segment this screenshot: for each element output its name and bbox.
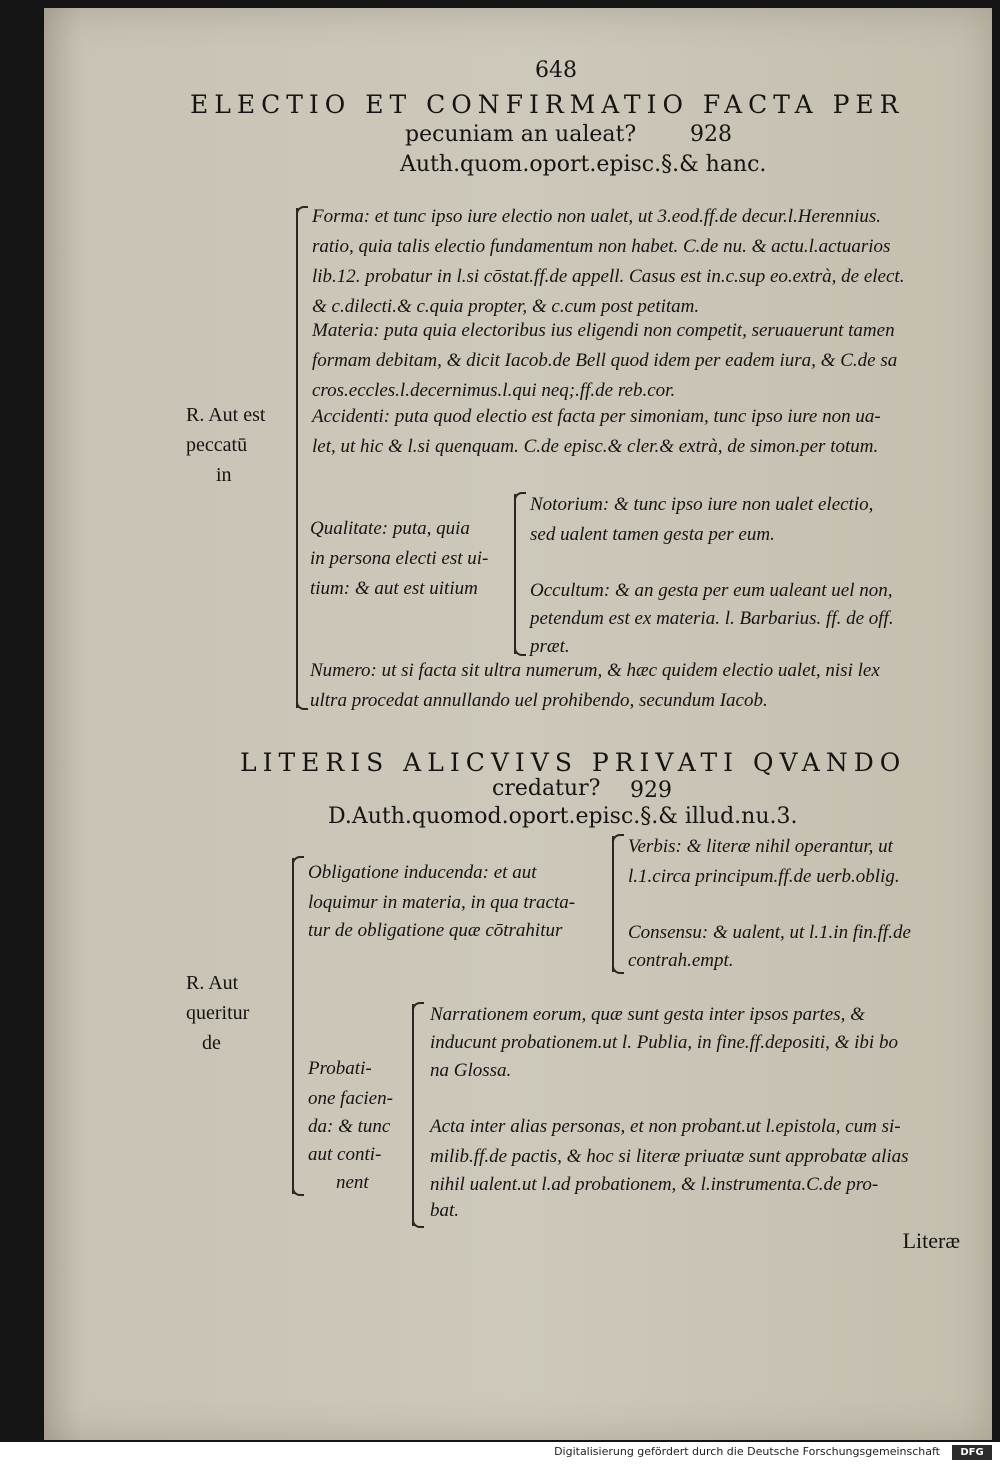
notorium-line-2: sed ualent tamen gesta per eum. bbox=[530, 524, 775, 545]
narrationem-line-1: Narrationem eorum, quæ sunt gesta inter ipsos partes, & bbox=[430, 1004, 865, 1025]
verbis-line-2: l.1.circa principum.ff.de uerb.oblig. bbox=[628, 866, 900, 887]
probatione-line-3: da: & tunc bbox=[308, 1116, 391, 1137]
acta-line-3: nihil ualent.ut l.ad probationem, & l.instrumenta.C.de pro- bbox=[430, 1174, 879, 1195]
accidenti-line-1: Accidenti: puta quod electio est facta per simoniam, tunc ipso iure non ua- bbox=[312, 406, 881, 427]
obligatione-line-3: tur de obligatione quæ cōtrahitur bbox=[308, 920, 563, 941]
forma-line-1: Forma: et tunc ipso iure electio non ualet, ut 3.eod.ff.de decur.l.Herennius. bbox=[312, 206, 882, 227]
occultum-line-2: petendum est ex materia. l. Barbarius. ff. de off. bbox=[530, 608, 894, 629]
narrationem-line-3: na Glossa. bbox=[430, 1060, 512, 1081]
acta-line-4: bat. bbox=[430, 1200, 460, 1221]
consensu-line-1: Consensu: & ualent, ut l.1.in fin.ff.de bbox=[628, 922, 911, 943]
section2-reference: D.Auth.quomod.oport.episc.§.& illud.nu.3. bbox=[328, 804, 798, 829]
catchword: Literæ bbox=[902, 1228, 960, 1253]
section2-number: 929 bbox=[630, 778, 672, 803]
footer-credit: Digitalisierung gefördert durch die Deutsche Forschungsgemeinschaft bbox=[554, 1445, 940, 1458]
probatione-line-2: one facien- bbox=[308, 1088, 393, 1109]
section1-subtitle: pecuniam an ualeat? bbox=[405, 122, 637, 147]
qualitate-line-1: Qualitate: puta, quia bbox=[310, 518, 470, 539]
acta-line-2: milib.ff.de pactis, & hoc si literæ priuatæ sunt approbatæ alias bbox=[430, 1146, 909, 1167]
section2-subtitle: credatur? bbox=[492, 776, 601, 801]
materia-line-1: Materia: puta quia electoribus ius eligendi non competit, seruauerunt tamen bbox=[312, 320, 895, 341]
forma-line-3: lib.12. probatur in l.si cōstat.ff.de appell. Casus est in.c.sup eo.extrà, de elect. bbox=[312, 266, 905, 287]
consensu-line-2: contrah.empt. bbox=[628, 950, 734, 971]
section2-side-label: R. Aut queritur de bbox=[186, 972, 250, 1054]
occultum-line-3: præt. bbox=[530, 636, 570, 657]
section2-heading: LITERIS ALICVIVS PRIVATI QVANDO bbox=[240, 748, 907, 777]
qualitate-line-2: in persona electi est ui- bbox=[310, 548, 489, 569]
numero-line-2: ultra procedat annullando uel prohibendo, secundum Iacob. bbox=[310, 690, 768, 711]
materia-line-2: formam debitam, & dicit Iacob.de Bell quod idem per eadem iura, & C.de sa bbox=[312, 350, 898, 371]
footer-bar bbox=[0, 1442, 1000, 1464]
section1-heading: ELECTIO ET CONFIRMATIO FACTA PER bbox=[190, 90, 905, 119]
section2-main-brace bbox=[292, 858, 294, 1194]
materia-line-3: cros.eccles.l.decernimus.l.qui neq;.ff.de reb.cor. bbox=[312, 380, 676, 401]
qualitate-brace bbox=[514, 494, 516, 654]
dfg-logo: DFG bbox=[952, 1445, 992, 1460]
verbis-line-1: Verbis: & literæ nihil operantur, ut bbox=[628, 836, 893, 857]
accidenti-line-2: let, ut hic & l.si quenquam. C.de episc.& cler.& extrà, de simon.per totum. bbox=[312, 436, 879, 457]
probatione-line-5: nent bbox=[336, 1172, 369, 1193]
page-number: 648 bbox=[535, 58, 577, 83]
obligatione-line-1: Obligatione inducenda: et aut bbox=[308, 862, 537, 883]
section1-side-label: R. Aut est peccatū in bbox=[186, 404, 266, 486]
qualitate-line-3: tium: & aut est uitium bbox=[310, 578, 478, 599]
section1-reference: Auth.quom.oport.episc.§.& hanc. bbox=[400, 152, 767, 177]
section1-main-brace bbox=[296, 208, 298, 708]
obligatione-brace bbox=[612, 836, 614, 972]
obligatione-line-2: loquimur in materia, in qua tracta- bbox=[308, 892, 576, 913]
probatione-line-1: Probati- bbox=[308, 1058, 372, 1079]
section1-number: 928 bbox=[690, 122, 732, 147]
forma-line-2: ratio, quia talis electio fundamentum non habet. C.de nu. & actu.l.actuarios bbox=[312, 236, 891, 257]
notorium-line-1: Notorium: & tunc ipso iure non ualet electio, bbox=[530, 494, 874, 515]
forma-line-4: & c.dilecti.& c.quia propter, & c.cum post petitam. bbox=[312, 296, 700, 317]
probatione-brace bbox=[412, 1004, 414, 1226]
acta-line-1: Acta inter alias personas, et non probant.ut l.epistola, cum si- bbox=[430, 1116, 901, 1137]
narrationem-line-2: inducunt probationem.ut l. Publia, in fine.ff.depositi, & ibi bo bbox=[430, 1032, 898, 1053]
numero-line-1: Numero: ut si facta sit ultra numerum, & hæc quidem electio ualet, nisi lex bbox=[310, 660, 880, 681]
probatione-line-4: aut conti- bbox=[308, 1144, 382, 1165]
occultum-line-1: Occultum: & an gesta per eum ualeant uel non, bbox=[530, 580, 893, 601]
